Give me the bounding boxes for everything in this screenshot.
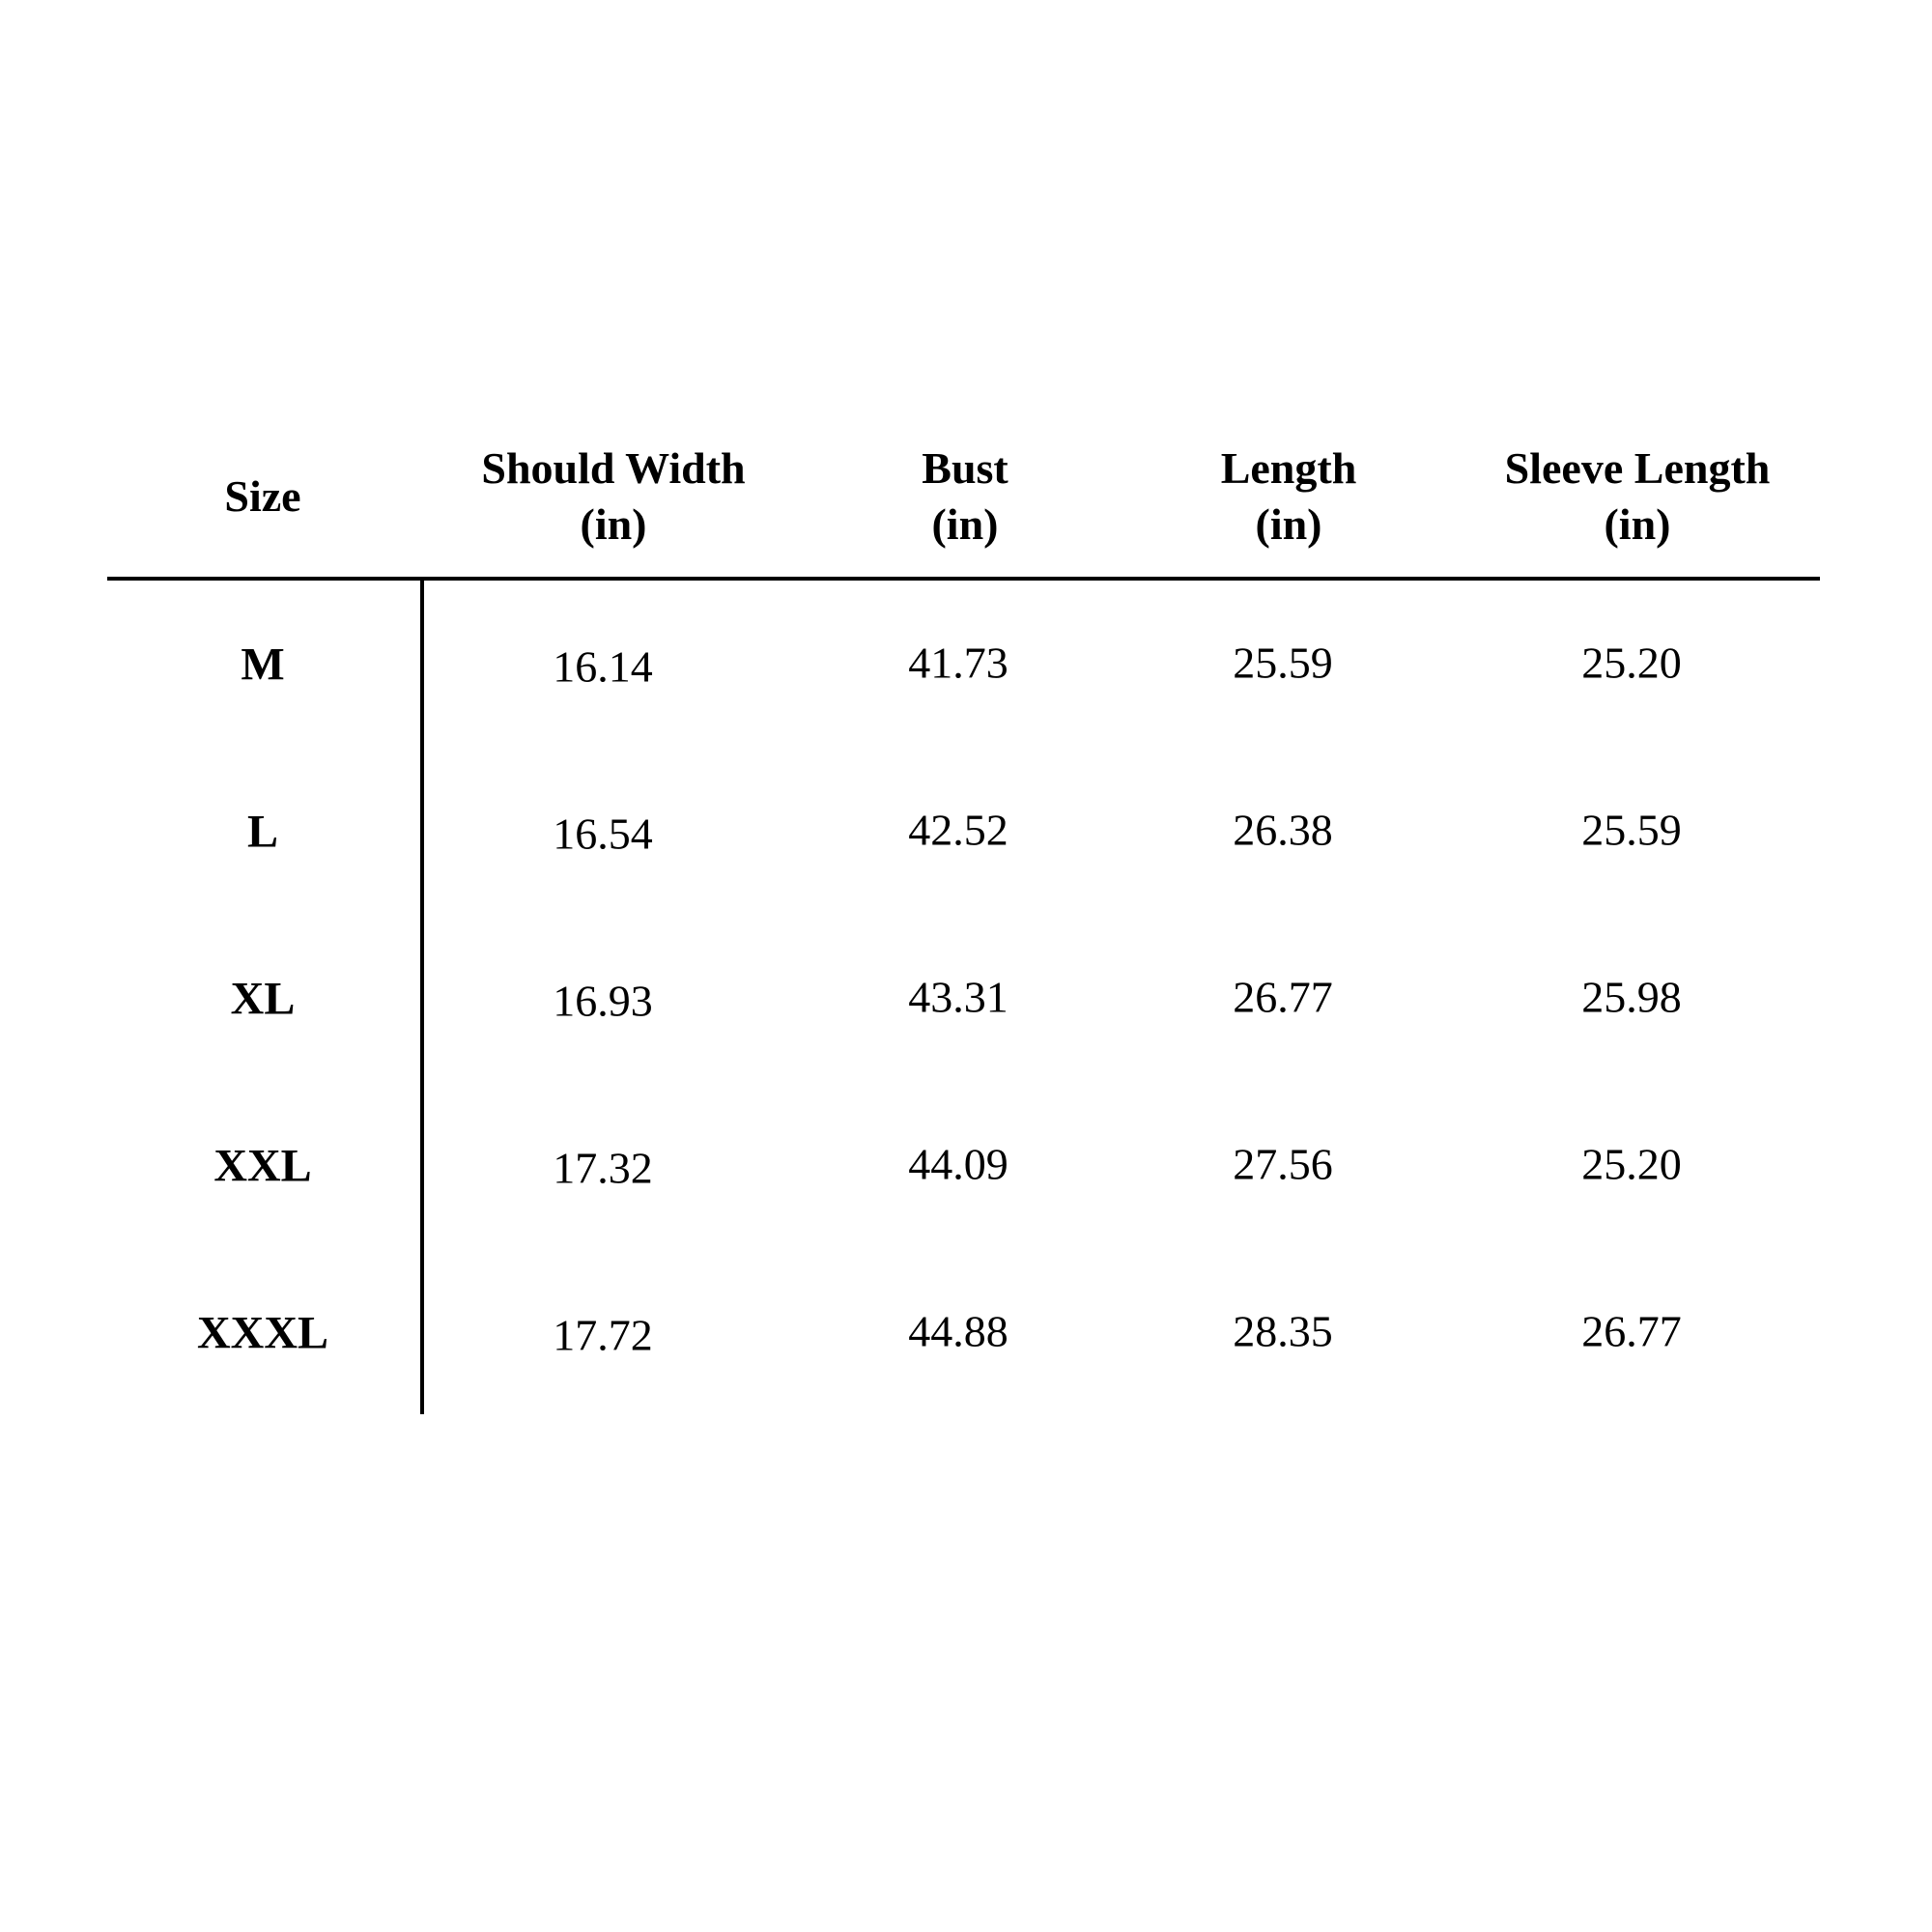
- row-l-should-width: 16.54: [553, 809, 653, 859]
- row-xxxl-bust: 44.88: [908, 1306, 1009, 1356]
- row-m-size: M: [241, 639, 285, 691]
- header-length: [1221, 440, 1357, 553]
- row-xl-bust: 43.31: [908, 972, 1009, 1022]
- row-l-size: L: [246, 806, 279, 858]
- header-should-width-unit: (in): [580, 499, 647, 549]
- header-sleeve-length-unit: (in): [1604, 499, 1671, 549]
- size-column-divider: [420, 577, 424, 1414]
- row-xxl-sleeve-length: 25.20: [1581, 1139, 1682, 1189]
- header-sleeve-length-label: Sleeve Length: [1504, 443, 1771, 493]
- row-xxxl-should-width: 17.72: [553, 1310, 653, 1360]
- row-m-bust: 41.73: [908, 638, 1009, 688]
- header-length-label: Length: [1220, 443, 1357, 493]
- row-m-sleeve-length: 25.20: [1581, 638, 1682, 688]
- row-m-should-width: 16.14: [553, 641, 653, 692]
- row-xxl-bust: 44.09: [908, 1139, 1009, 1189]
- row-xl-length: 26.77: [1233, 972, 1333, 1022]
- header-size: [224, 469, 300, 525]
- row-l-bust: 42.52: [908, 805, 1009, 855]
- header-size-label: Size: [224, 471, 301, 521]
- row-xxxl-sleeve-length: 26.77: [1581, 1306, 1682, 1356]
- row-xl-size: XL: [230, 973, 296, 1025]
- header-should-width: [481, 440, 745, 553]
- row-m-length: 25.59: [1233, 638, 1333, 688]
- header-bust: [922, 440, 1008, 553]
- row-xxl-size: XXL: [213, 1140, 312, 1192]
- header-bust-unit: (in): [931, 499, 999, 549]
- row-xl-sleeve-length: 25.98: [1581, 972, 1682, 1022]
- row-xxxl-size: XXXL: [196, 1307, 329, 1359]
- row-xxl-should-width: 17.32: [553, 1143, 653, 1193]
- header-sleeve-length: [1505, 440, 1771, 553]
- header-length-unit: (in): [1255, 499, 1322, 549]
- header-divider: [107, 577, 1820, 581]
- header-bust-label: Bust: [922, 443, 1009, 493]
- header-should-width-label: Should Width: [481, 443, 746, 493]
- row-xxl-length: 27.56: [1233, 1139, 1333, 1189]
- row-xxxl-length: 28.35: [1233, 1306, 1333, 1356]
- row-xl-should-width: 16.93: [553, 976, 653, 1026]
- row-l-sleeve-length: 25.59: [1581, 805, 1682, 855]
- row-l-length: 26.38: [1233, 805, 1333, 855]
